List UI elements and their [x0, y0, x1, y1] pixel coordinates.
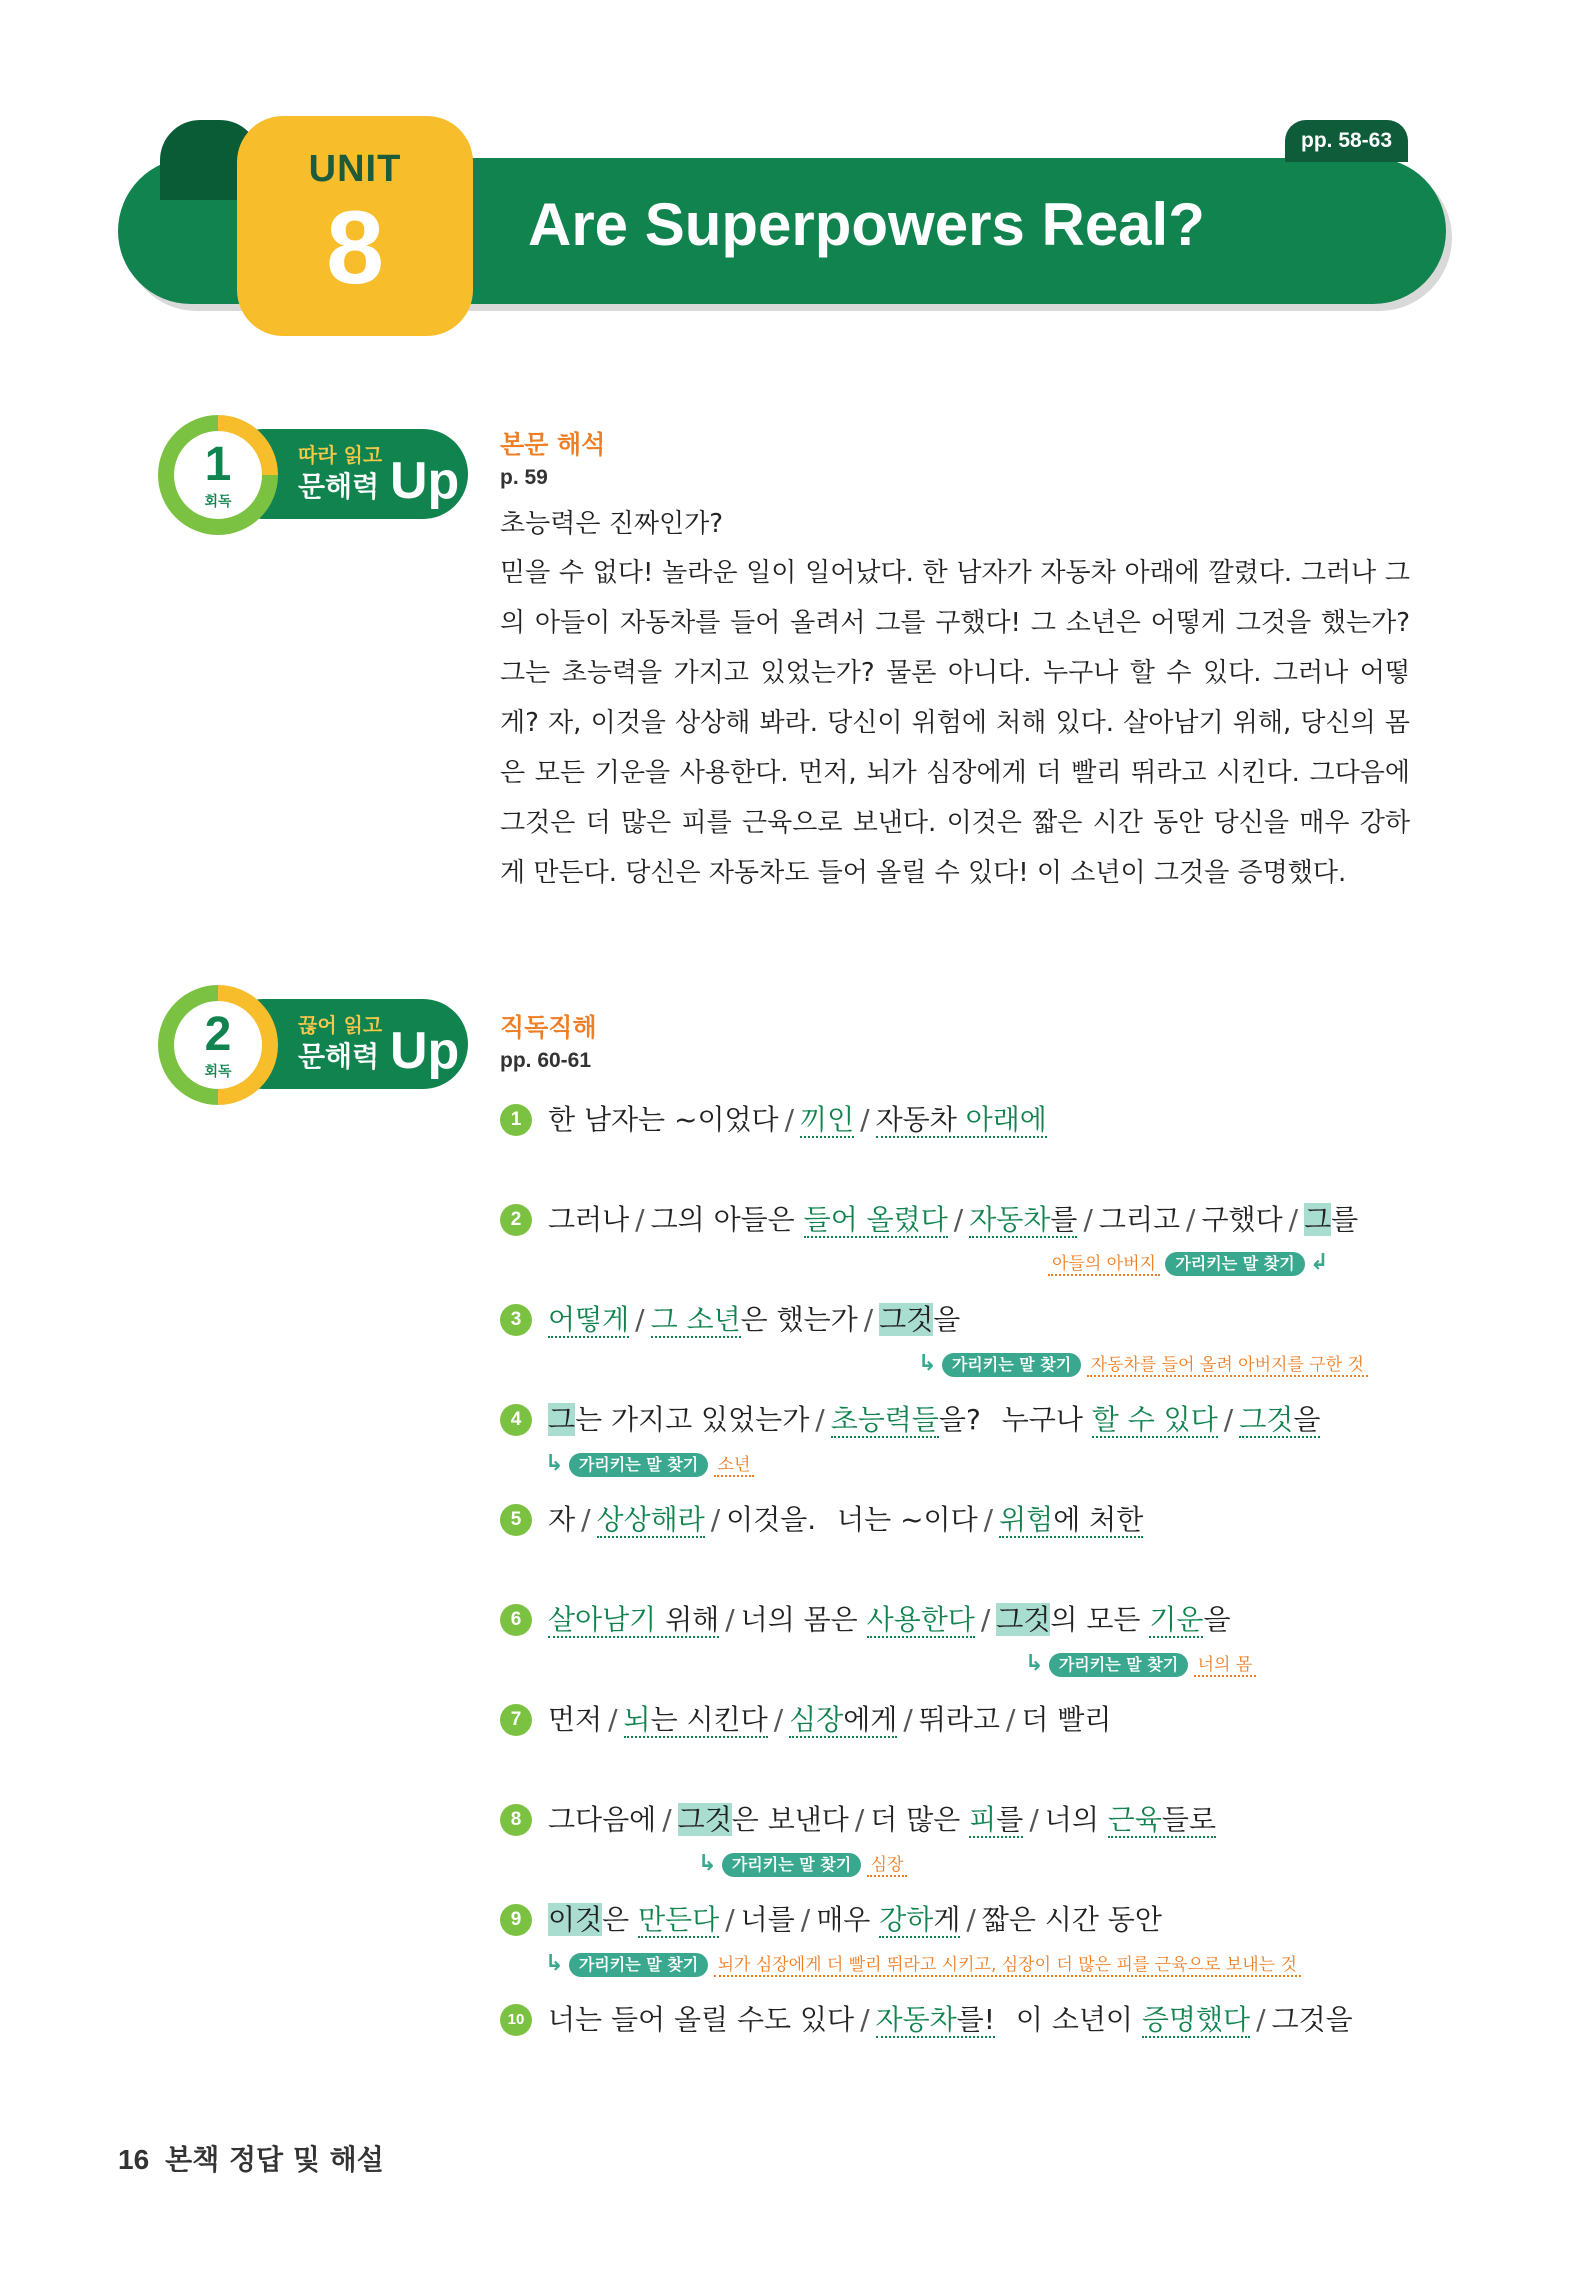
badge-up: Up — [390, 1022, 460, 1080]
find-reference-tag: 가리키는 말 찾기 — [569, 1453, 708, 1477]
line-number-icon: 1 — [500, 1104, 532, 1136]
badge-line1: 끊어 읽고 — [298, 1013, 383, 1037]
line-number-icon: 3 — [500, 1304, 532, 1336]
line-number-icon: 6 — [500, 1604, 532, 1636]
page-range-tag: pp. 58-63 — [1285, 120, 1408, 162]
find-reference-tag: 가리키는 말 찾기 — [569, 1953, 708, 1977]
find-reference-tag: 가리키는 말 찾기 — [942, 1353, 1081, 1377]
badge-up: Up — [390, 452, 460, 510]
line-number-icon: 9 — [500, 1904, 532, 1936]
badge-line1: 따라 읽고 — [298, 443, 383, 467]
reference-note-2: 아들의 아버지 가리키는 말 찾기 ↲ — [1048, 1249, 1329, 1277]
reference-note-8: ↳ 가리키는 말 찾기 심장 — [698, 1850, 907, 1878]
badge-sub: 회독 — [204, 1064, 232, 1080]
badge-circle — [158, 985, 278, 1105]
return-arrow-icon: ↳ — [545, 1451, 564, 1476]
reference-note-3: ↳ 가리키는 말 찾기 자동차를 들어 올려 아버지를 구한 것 — [918, 1350, 1368, 1378]
section2-badge — [158, 985, 468, 1105]
line-number-icon: 2 — [500, 1204, 532, 1236]
section1-title: 본문 해석 — [500, 430, 606, 459]
return-arrow-icon: ↲ — [1310, 1250, 1329, 1275]
badge-line2: 문해력 — [298, 1040, 380, 1073]
find-reference-tag: 가리키는 말 찾기 — [1165, 1252, 1304, 1276]
section2-page: pp. 60-61 — [500, 1049, 592, 1072]
reference-note-6: ↳ 가리키는 말 찾기 너의 몸 — [1025, 1650, 1256, 1678]
unit-badge — [237, 116, 473, 336]
section1-badge — [158, 415, 468, 535]
translation-title: 초능력은 진짜인가? — [500, 509, 723, 539]
line-number-icon: 10 — [500, 2004, 532, 2036]
find-reference-tag: 가리키는 말 찾기 — [722, 1853, 861, 1877]
badge-line2: 문해력 — [298, 470, 380, 503]
section1-page: p. 59 — [500, 466, 548, 489]
line-number-icon: 7 — [500, 1704, 532, 1736]
find-reference-tag: 가리키는 말 찾기 — [1049, 1653, 1188, 1677]
reference-note-9: ↳ 가리키는 말 찾기 뇌가 심장에게 더 빨리 뛰라고 시키고, 심장이 더 많은 피를 근육으로 보내는 것 — [545, 1950, 1301, 1978]
unit-number: 8 — [326, 190, 384, 306]
line-number-icon: 8 — [500, 1804, 532, 1836]
badge-sub: 회독 — [204, 494, 232, 510]
translation-body: 믿을 수 없다! 놀라운 일이 일어났다. 한 남자가 자동차 아래에 깔렸다. 그러나 그의 아들이 자동차를 들어 올려서 그를 구했다! 그 소년은 어떻게 그것을 했는가? 그는 초능력을 가지고 있었는가? 물론 아니다. 누구나 할 수 있다. 그러나 어떻게? 자, 이것을 상상해 봐라. 당신이 위험에 처해 있다. 살아남기 위해, 당신의 몸은 모든 기운을 사용한다. 먼저, 뇌가 심장에게 더 빨리 뛰라고 시킨다. 그다음에 그것은 더 많은 피를 근육으로 보낸다. 이것은 짧은 시간 동안 당신을 매우 강하게 만든다. 당신은 자동차도 들어 올릴 수 있다! 이 소년이 그것을 증명했다. — [500, 558, 1410, 888]
line-number-icon: 4 — [500, 1404, 532, 1436]
badge-number: 1 — [204, 438, 232, 491]
return-arrow-icon: ↳ — [545, 1951, 564, 1976]
return-arrow-icon: ↳ — [918, 1351, 937, 1376]
page-number: 16 — [118, 2144, 150, 2175]
badge-number: 2 — [204, 1008, 232, 1061]
line-number-icon: 5 — [500, 1504, 532, 1536]
badge-circle — [158, 415, 278, 535]
return-arrow-icon: ↳ — [698, 1851, 717, 1876]
page-footer — [118, 2138, 384, 2178]
footer-label: 본책 정답 및 해설 — [165, 2143, 384, 2176]
unit-title: Are Superpowers Real? — [528, 191, 1205, 258]
reference-note-4: ↳ 가리키는 말 찾기 소년 — [545, 1450, 754, 1478]
return-arrow-icon: ↳ — [1025, 1651, 1044, 1676]
unit-label: UNIT — [308, 148, 402, 190]
section2-title: 직독직해 — [500, 1013, 597, 1042]
